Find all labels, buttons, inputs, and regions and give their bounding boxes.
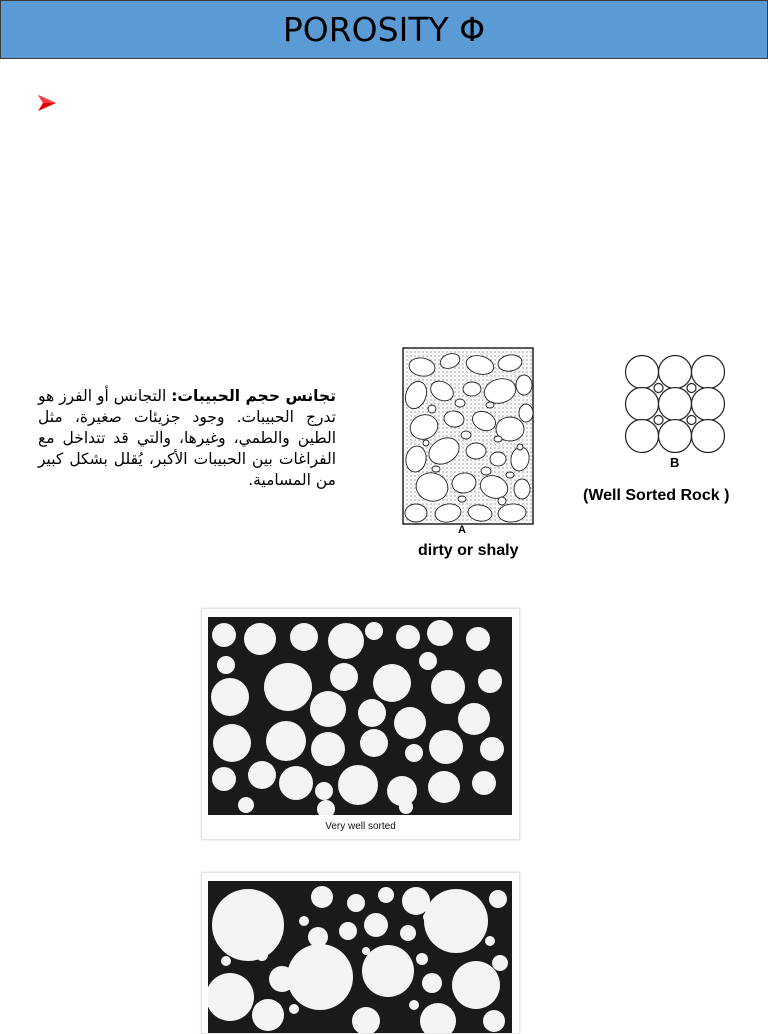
- grain: [264, 663, 312, 711]
- grain: [423, 912, 433, 922]
- grain: [485, 936, 495, 946]
- grain: [519, 404, 533, 422]
- large-grain: [692, 356, 725, 389]
- grain: [330, 663, 358, 691]
- panel-caption: Very well sorted: [325, 821, 396, 832]
- grain: [358, 699, 386, 727]
- small-grain: [687, 416, 696, 425]
- grain: [458, 496, 466, 502]
- large-grain: [692, 388, 725, 421]
- small-grain: [687, 384, 696, 393]
- grain: [481, 467, 491, 475]
- grain: [405, 504, 427, 522]
- grain: [212, 767, 236, 791]
- grain: [452, 961, 500, 1009]
- grain: [212, 623, 236, 647]
- grain: [290, 623, 318, 651]
- grain: [365, 622, 383, 640]
- grain: [405, 744, 423, 762]
- very-well-sorted-grains: [208, 617, 512, 815]
- large-grain: [659, 388, 692, 421]
- grain: [279, 766, 313, 800]
- grain: [517, 444, 523, 450]
- grain: [328, 623, 364, 659]
- grain: [400, 925, 416, 941]
- grain: [287, 944, 353, 1010]
- grain: [427, 620, 453, 646]
- grain: [461, 431, 471, 439]
- grain: [212, 889, 284, 961]
- grain: [394, 707, 426, 739]
- large-grain: [692, 420, 725, 453]
- grain: [466, 627, 490, 651]
- grain: [266, 721, 306, 761]
- grain: [419, 652, 437, 670]
- well-sorted-packing-diagram: [620, 354, 730, 454]
- grain: [311, 886, 333, 908]
- grain: [310, 691, 346, 727]
- grain: [428, 405, 436, 413]
- grain: [458, 703, 490, 735]
- grain: [490, 452, 506, 466]
- paragraph-body: التجانس أو الفرز هو تدرج الحبيبات. وجود جزيئات صغيرة، مثل الطين والطمي، وغيرها، والتي قد تتداخل مع الفراغات بين الحبيبات الأكبر، يُقلل بشكل كبير من المسامية.: [38, 387, 336, 489]
- grain: [428, 771, 460, 803]
- grain: [409, 1000, 419, 1010]
- grain: [299, 916, 309, 926]
- grain: [396, 625, 420, 649]
- grain: [244, 623, 276, 655]
- small-grain: [654, 384, 663, 393]
- grain: [424, 889, 488, 953]
- grain: [378, 887, 394, 903]
- grain: [311, 732, 345, 766]
- grain: [429, 730, 463, 764]
- figure-a-caption: dirty or shaly: [418, 542, 519, 559]
- grain: [221, 956, 231, 966]
- grain: [516, 375, 532, 395]
- grain: [494, 436, 502, 442]
- arrowhead-bullet-icon: [36, 92, 58, 114]
- grain: [208, 973, 254, 1021]
- figure-b-caption: (Well Sorted Rock ): [583, 487, 730, 504]
- grain: [360, 729, 388, 757]
- grain: [248, 761, 276, 789]
- slide-title: POROSITY Φ: [282, 10, 486, 49]
- grain: [431, 670, 465, 704]
- grain: [463, 382, 481, 396]
- figure-a-label: A: [458, 524, 466, 536]
- grain: [338, 765, 378, 805]
- poorly-sorted-image: [201, 872, 520, 1034]
- grain: [213, 724, 251, 762]
- poorly-sorted-grains: [208, 881, 512, 1033]
- grain: [466, 443, 486, 459]
- grain: [399, 800, 413, 814]
- grain: [238, 797, 254, 813]
- large-grain: [626, 420, 659, 453]
- grain: [486, 402, 494, 408]
- grain: [416, 953, 428, 965]
- grain: [347, 894, 365, 912]
- grain: [339, 922, 357, 940]
- grain: [422, 973, 442, 993]
- grain: [335, 954, 345, 964]
- grain: [472, 771, 496, 795]
- very-well-sorted-image: [201, 608, 520, 840]
- grain: [489, 890, 507, 908]
- grain: [256, 949, 268, 961]
- paragraph-heading: تجانس حجم الحبيبات:: [171, 387, 336, 405]
- grain: [362, 947, 370, 955]
- grain: [373, 664, 411, 702]
- small-grain: [654, 416, 663, 425]
- grain: [364, 913, 388, 937]
- large-grain: [626, 356, 659, 389]
- grain-sorting-paragraph: [38, 386, 336, 491]
- grain: [514, 479, 530, 499]
- grain: [483, 1010, 505, 1032]
- grain: [506, 472, 514, 478]
- grain: [217, 656, 235, 674]
- large-grain: [659, 356, 692, 389]
- grain: [315, 782, 333, 800]
- grain: [492, 955, 508, 971]
- grain: [498, 497, 506, 505]
- grain: [252, 999, 284, 1031]
- grain: [211, 678, 249, 716]
- grain: [480, 737, 504, 761]
- poorly-sorted-grains-diagram: [402, 347, 534, 525]
- title-bar: [0, 0, 768, 59]
- grain: [308, 927, 328, 947]
- grain: [432, 466, 440, 472]
- grain: [455, 399, 465, 407]
- large-grain: [626, 388, 659, 421]
- grain: [423, 440, 429, 446]
- grain: [478, 669, 502, 693]
- large-grain: [659, 420, 692, 453]
- grain: [362, 945, 414, 997]
- figure-b-label: B: [670, 455, 680, 470]
- grain: [289, 1004, 299, 1014]
